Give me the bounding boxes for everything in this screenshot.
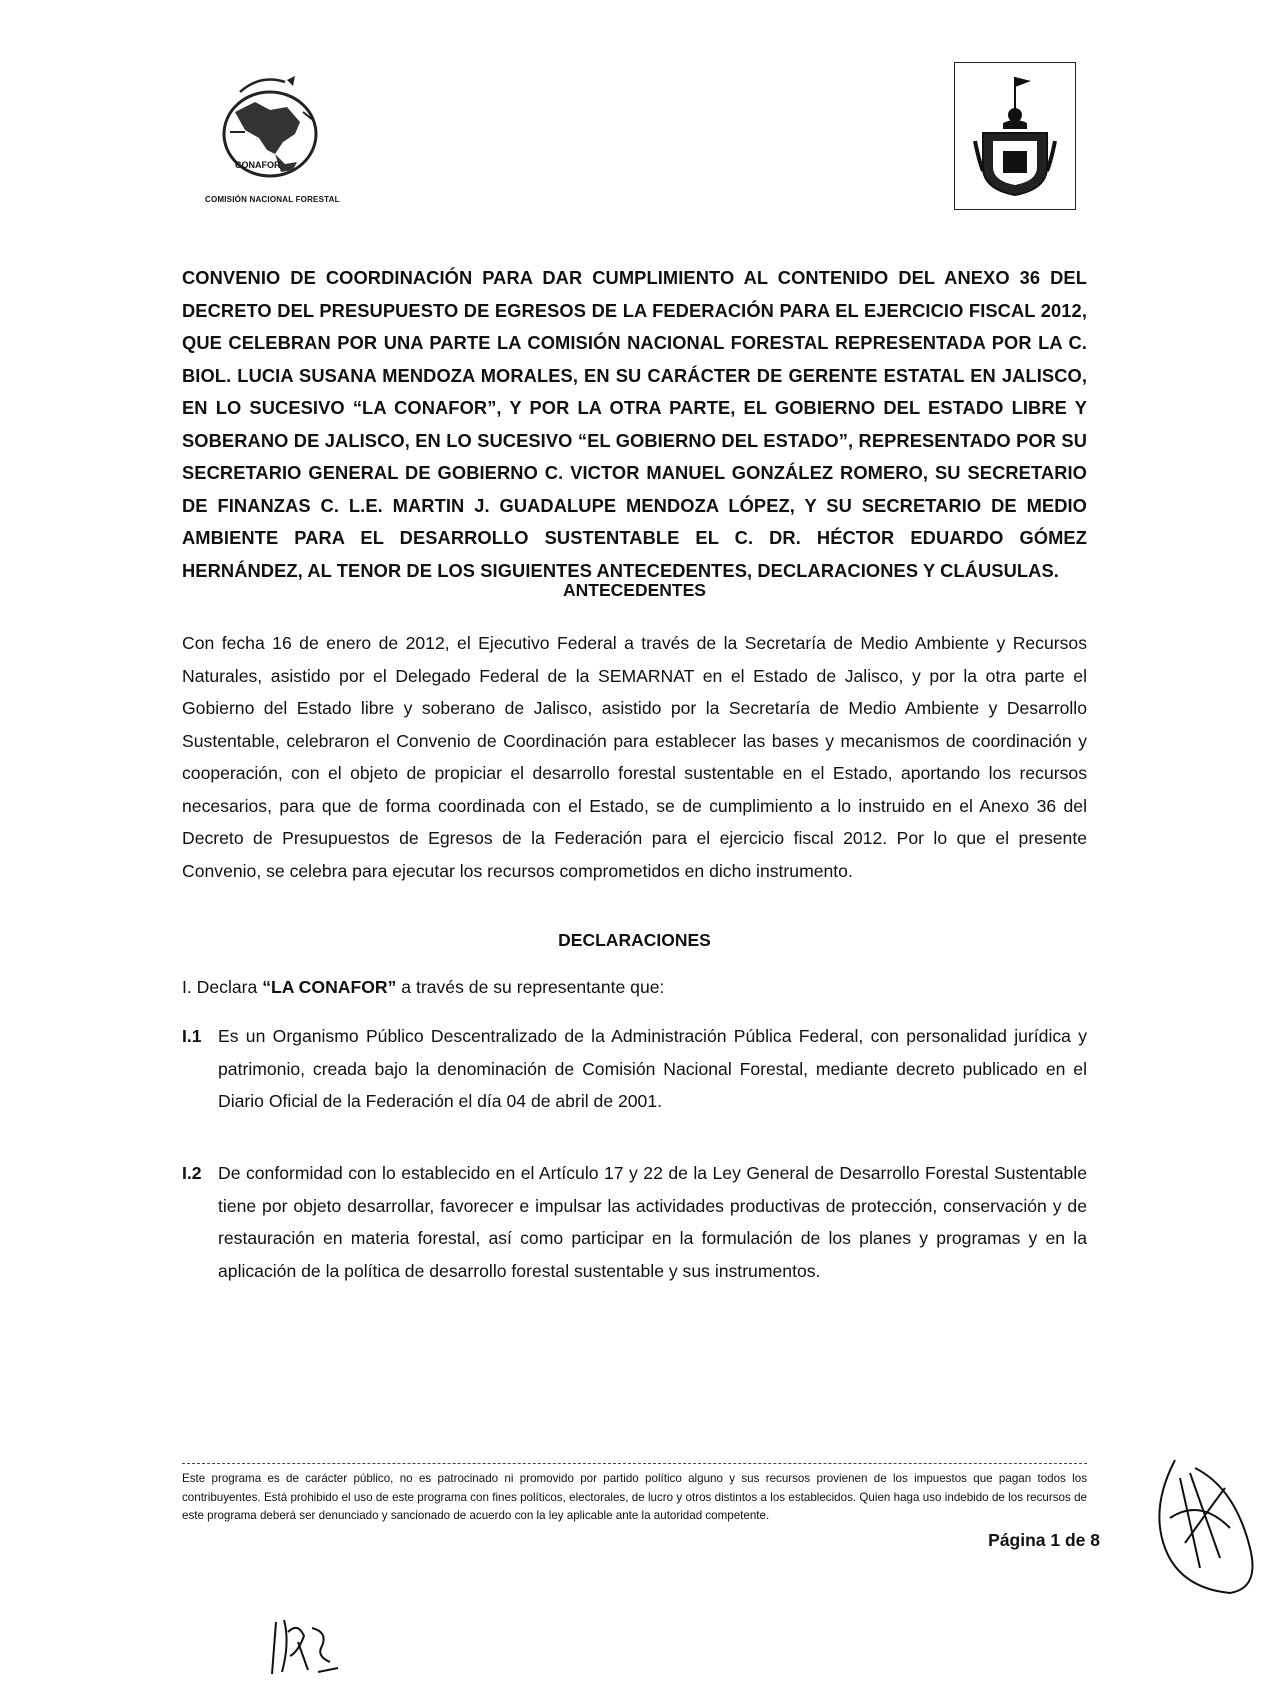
declaration-number: I.1: [182, 1026, 202, 1046]
jalisco-coat-of-arms-icon: [973, 71, 1057, 201]
initials-signature-icon: [268, 1612, 348, 1682]
antecedentes-paragraph: Con fecha 16 de enero de 2012, el Ejecutivo Federal a través de la Secretaría de Medio Ambiente y Recursos Naturales, asistido por el Delegado Federal de la SEMARNAT en el Estado de Jalisco, y por la otra parte el Gobierno del Estado libre y soberano de Jalisco, asistido por la Secretaría de Medio Ambiente y Desarrollo Sustentable, celebraron el Convenio de Coordinación para establecer las bases y mecanismos de coordinación y cooperación, con el objeto de propiciar el desarrollo forestal sustentable en el Estado, aportando los recursos necesarios, para que de forma coordinada con el Estado, se de cumplimiento a lo instruido en el Anexo 36 del Decreto de Presupuestos de Egresos de la Federación para el ejercicio fiscal 2012. Por lo que el presente Convenio, se celebra para ejecutar los recursos comprometidos en dicho instrumento.: [182, 633, 1087, 881]
declaraciones-intro: [182, 971, 1087, 1004]
declaration-number: I.2: [182, 1163, 202, 1183]
declaration-item: [182, 1020, 1087, 1118]
conafor-logo-icon: [215, 72, 350, 192]
jalisco-coat-of-arms: [954, 62, 1076, 210]
antecedentes-heading: ANTECEDENTES: [563, 580, 706, 600]
footer-disclaimer: Este programa es de carácter público, no es patrocinado ni promovido por partido político alguno y sus recursos provienen de los impuestos que pagan todos los contribuyentes. Está prohibido el uso de este programa con fines políticos, electorales, de lucro y otros distintos a los establecidos. Quien haga uso indebido de los recursos de este programa deberá ser denunciado y sancionado de acuerdo con la ley aplicable ante la autoridad competente.: [182, 1472, 1087, 1522]
declaraciones-intro-party: “LA CONAFOR”: [262, 977, 397, 997]
declaration-text: De conformidad con lo establecido en el Artículo 17 y 22 de la Ley General de Desarrollo Forestal Sustentable tiene por objeto desarrollar, favorecer e impulsar las actividades productivas de protección, conservación y de restauración en materia forestal, así como participar en la formulación de los planes y programas y en la aplicación de la política de desarrollo forestal sustentable y sus instrumentos.: [218, 1163, 1087, 1281]
declaraciones-intro-suffix: a través de su representante que:: [396, 977, 665, 997]
declaraciones-heading: DECLARACIONES: [558, 930, 711, 950]
conafor-logo-caption: COMISIÓN NACIONAL FORESTAL: [205, 195, 340, 204]
conafor-logo: [205, 72, 365, 212]
declaration-item: [182, 1157, 1087, 1287]
footnote-divider: [182, 1463, 1087, 1464]
declaraciones-intro-prefix: I. Declara: [182, 977, 263, 997]
declaration-text: Es un Organismo Público Descentralizado de la Administración Pública Federal, con personalidad jurídica y patrimonio, creada bajo la denominación de Comisión Nacional Forestal, mediante decreto publicado en el Diario Oficial de la Federación el día 04 de abril de 2001.: [218, 1026, 1087, 1111]
document-title: CONVENIO DE COORDINACIÓN PARA DAR CUMPLIMIENTO AL CONTENIDO DEL ANEXO 36 DEL DECRETO DEL PRESUPUESTO DE EGRESOS DE LA FEDERACIÓN PARA EL EJERCICIO FISCAL 2012, QUE CELEBRAN POR UNA PARTE LA COMISIÓN NACIONAL FORESTAL REPRESENTADA POR LA C. BIOL. LUCIA SUSANA MENDOZA MORALES, EN SU CARÁCTER DE GERENTE ESTATAL EN JALISCO, EN LO SUCESIVO “LA CONAFOR”, Y POR LA OTRA PARTE, EL GOBIERNO DEL ESTADO LIBRE Y SOBERANO DE JALISCO, EN LO SUCESIVO “EL GOBIERNO DEL ESTADO”, REPRESENTADO POR SU SECRETARIO GENERAL DE GOBIERNO C. VICTOR MANUEL GONZÁLEZ ROMERO, SU SECRETARIO DE FINANZAS C. L.E. MARTIN J. GUADALUPE MENDOZA LÓPEZ, Y SU SECRETARIO DE MEDIO AMBIENTE PARA EL DESARROLLO SUSTENTABLE EL C. DR. HÉCTOR EDUARDO GÓMEZ HERNÁNDEZ, AL TENOR DE LOS SIGUIENTES ANTECEDENTES, DECLARACIONES Y CLÁUSULAS.: [182, 267, 1087, 581]
signature-icon: [1140, 1448, 1265, 1598]
page-number: Página 1 de 8: [988, 1530, 1100, 1550]
conafor-logo-mark: CONAFOR: [235, 160, 281, 170]
